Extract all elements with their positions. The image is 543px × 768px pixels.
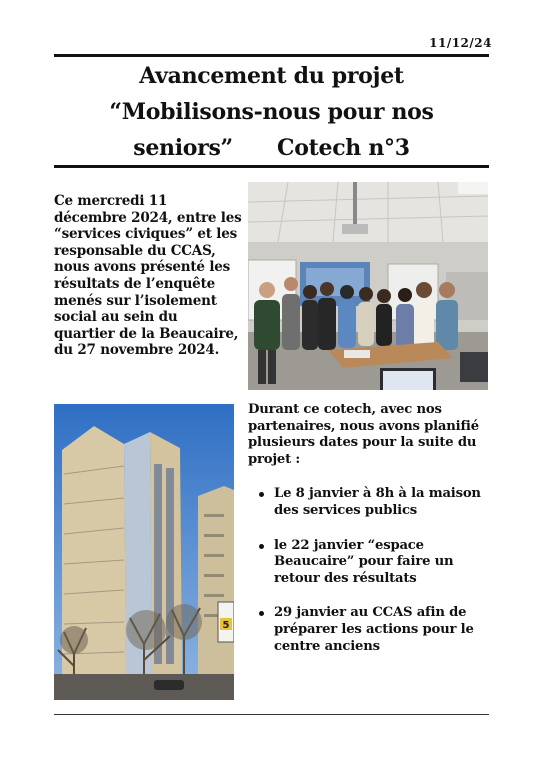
page-title	[54, 58, 489, 166]
building-photo	[54, 404, 234, 700]
header-rule-top	[54, 54, 489, 57]
svg-text:5: 5	[222, 620, 230, 631]
list-item: Le 8 janvier à 8h à la maison des services publics	[248, 486, 498, 519]
footer-rule	[54, 714, 489, 715]
header-rule-bottom	[54, 165, 489, 168]
list-item: 29 janvier au CCAS afin de préparer les actions pour le centre anciens	[248, 605, 498, 655]
title-line-1: Avancement du projet	[139, 63, 404, 89]
planning-list	[248, 486, 498, 655]
document-date: 11/12/24	[429, 36, 492, 50]
planning-lead: Durant ce cotech, avec nos partenaires, nous avons planifié plusieurs dates pour la suite du projet :	[248, 402, 479, 467]
planning-section	[248, 402, 498, 673]
intro-paragraph: Ce mercredi 11 décembre 2024, entre les “services civiques” et les responsable du CCAS, nous avons présenté les résultats de l’enquête menés sur l’isolement social au sein du quartier de la Beaucaire, du 27 novembre 2024.	[54, 193, 242, 359]
group-photo	[248, 182, 488, 390]
title-line-2: “Mobilisons-nous pour nos	[109, 99, 434, 125]
list-item: le 22 janvier “espace Beaucaire” pour faire un retour des résultats	[248, 538, 498, 588]
title-line-3: seniors” Cotech n°3	[133, 135, 410, 161]
